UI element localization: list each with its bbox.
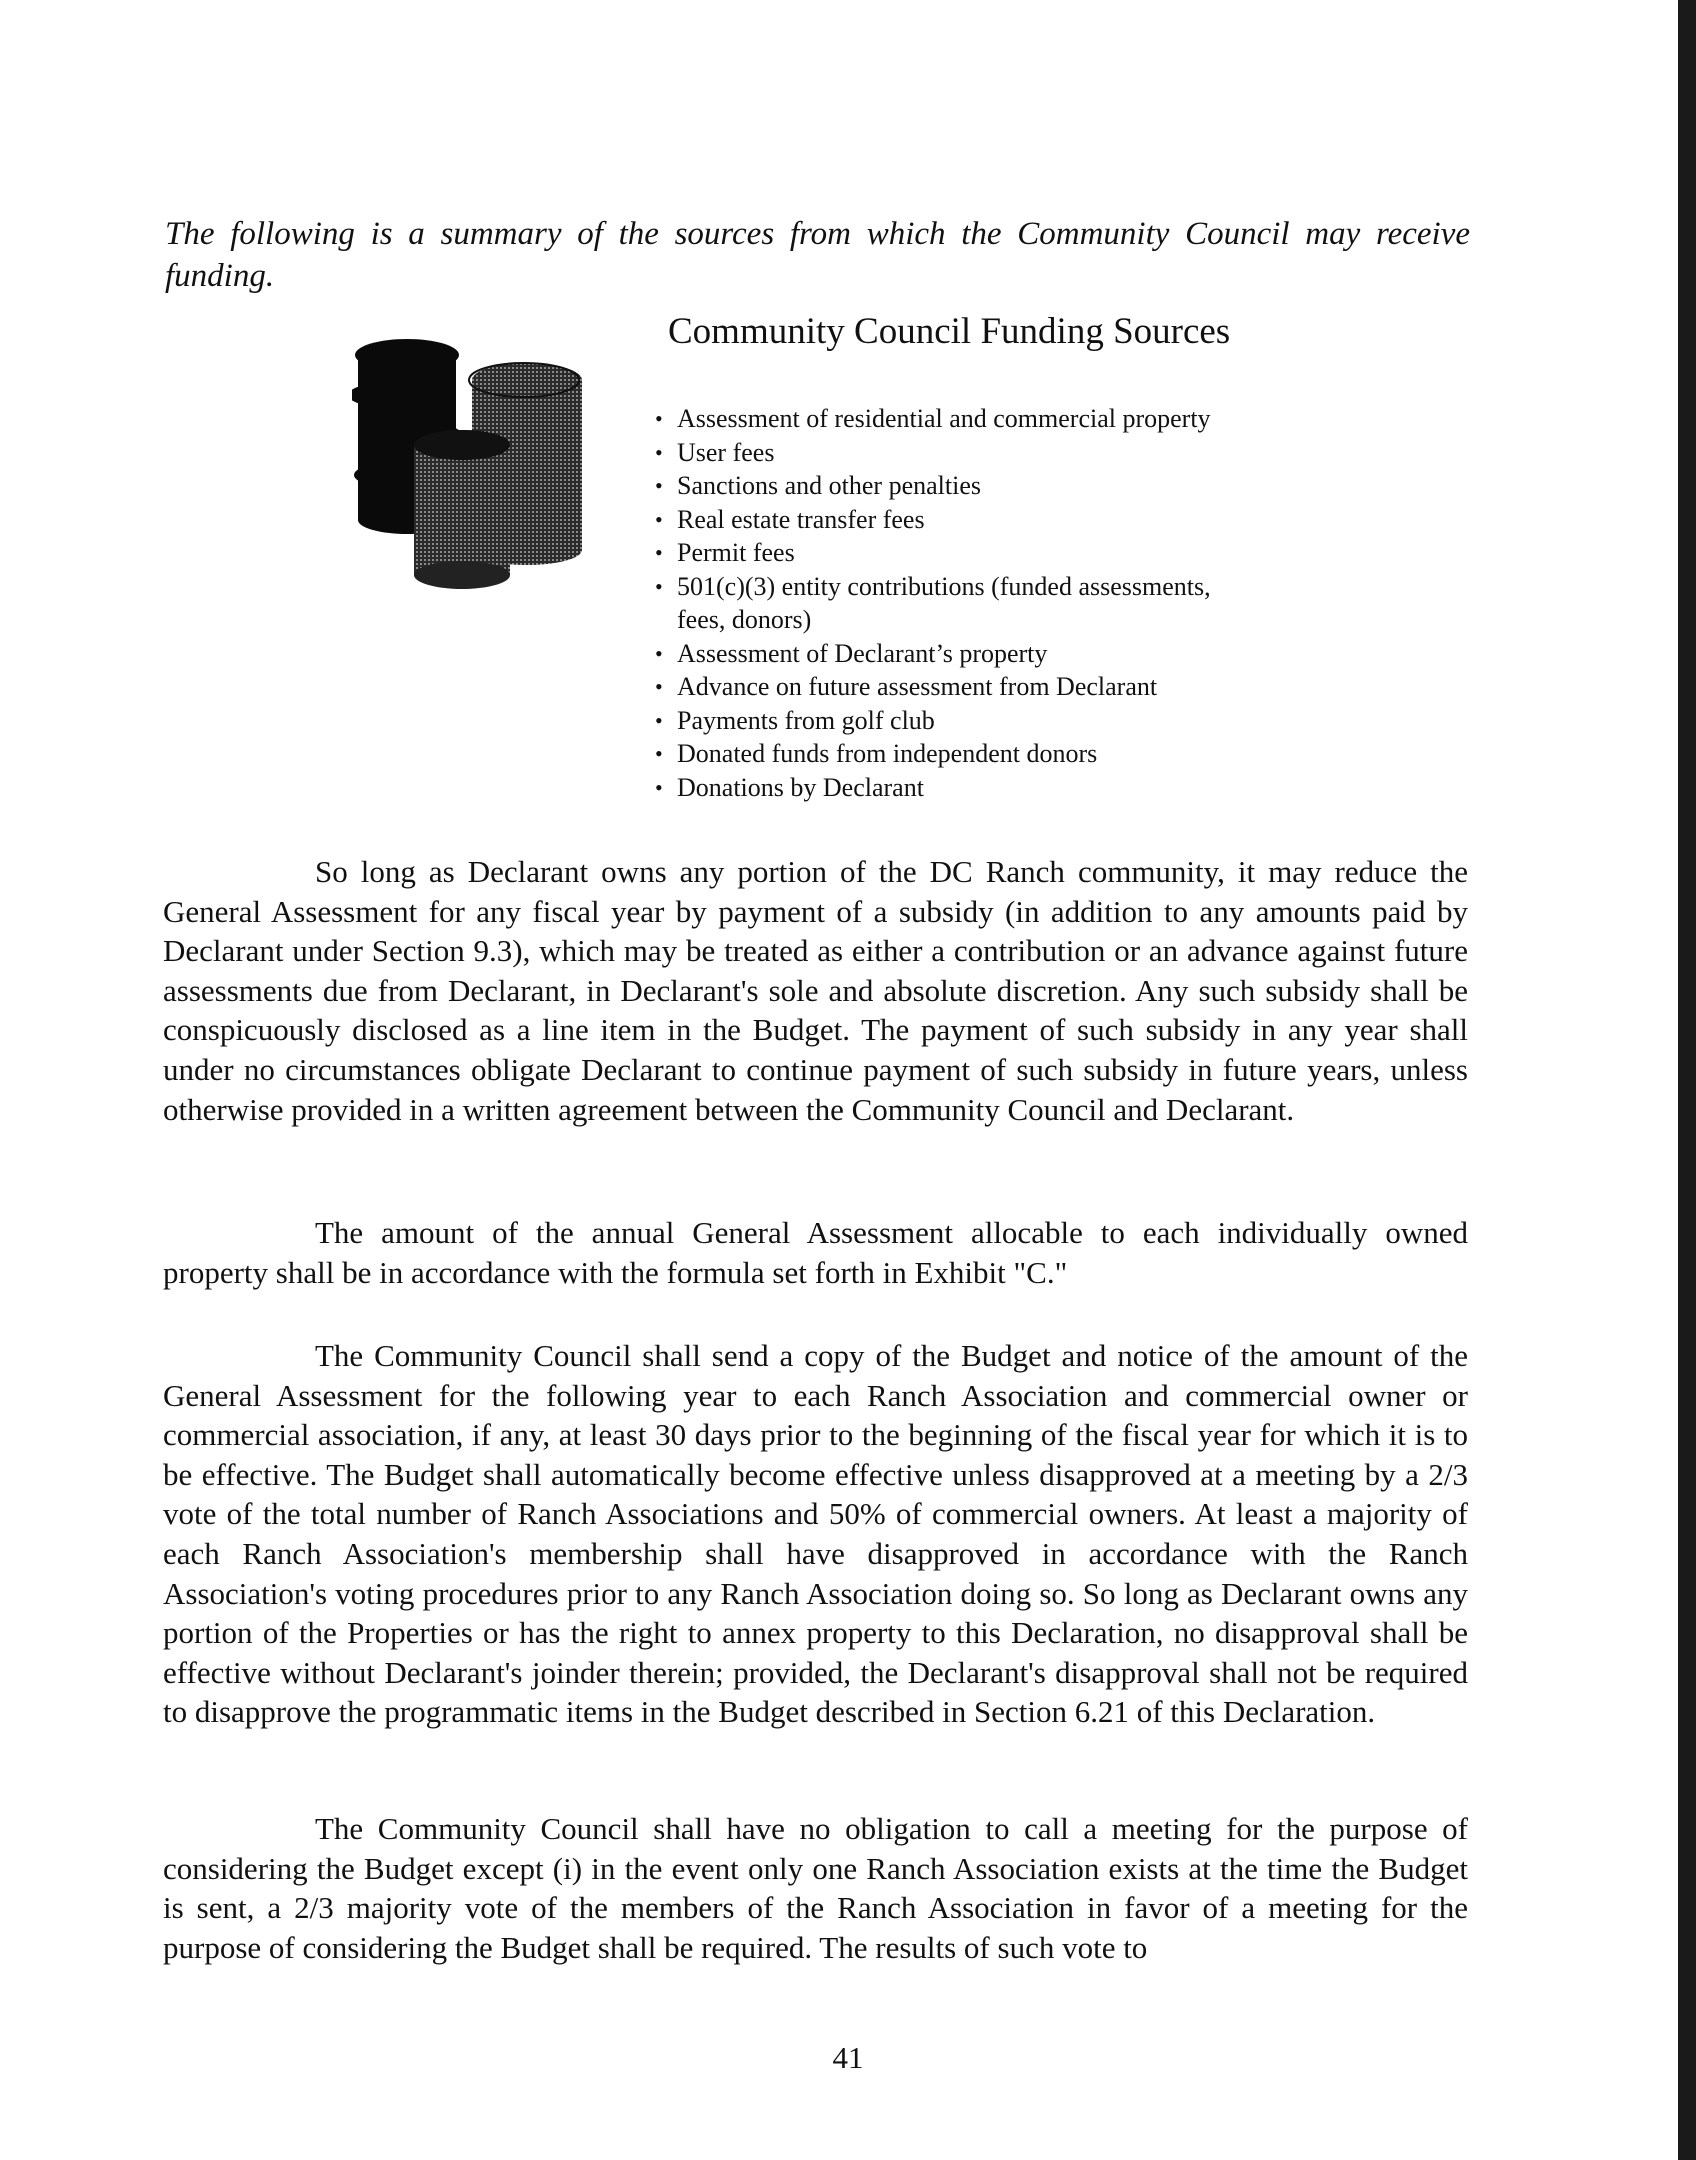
list-item: • Donations by Declarant — [655, 771, 1375, 805]
list-item: • 501(c)(3) entity contributions (funded assessments, fees, donors) — [655, 570, 1237, 637]
body-paragraph: The Community Council shall send a copy of the Budget and notice of the amount of the General Assessment for the following year to each Ranch Association and commercial owner or commercial association, if any, at least 30 days prior to the beginning of the fiscal year for which it is to be effective. The Budget shall automatically become effective unless disapproved at a meeting by a 2/3 vote of the total number of Ranch Associations and 50% of commercial owners. At least a majority of each Ranch Association's membership shall have disapproved in accordance with the Ranch Association's voting procedures prior to any Ranch Association doing so. So long as Declarant owns any portion of the Properties or has the right to annex property to this Declaration, no disapproval shall be effective without Declarant's joinder therein; provided, the Declarant's disapproval shall not be required to disapprove the programmatic items in the Budget described in Section 6.21 of this Declaration. — [163, 1338, 1468, 1730]
body-paragraph: The amount of the annual General Assessment allocable to each individually owned property shall be in accordance with the formula set forth in Exhibit "C." — [163, 1215, 1468, 1290]
list-item: • Advance on future assessment from Declarant — [655, 670, 1375, 704]
intro-text: The following is a summary of the sources from which the Community Council may receive funding. — [165, 216, 1470, 294]
list-item: • Assessment of Declarant’s property — [655, 637, 1375, 671]
list-item: • Real estate transfer fees — [655, 503, 1375, 537]
list-item: • Donated funds from independent donors — [655, 737, 1375, 771]
page-number: 41 — [832, 2040, 864, 2075]
coin-stacks-icon — [352, 335, 622, 595]
list-item: • Assessment of residential and commercial property — [655, 402, 1375, 436]
funding-sources-list — [655, 402, 1375, 804]
body-paragraph: So long as Declarant owns any portion of the DC Ranch community, it may reduce the General Assessment for any fiscal year by payment of a subsidy (in addition to any amounts paid by Declarant under Section 9.3), which may be treated as either a contribution or an advance against future assessments due from Declarant, in Declarant's sole and absolute discretion. Any such subsidy shall be conspicuously disclosed as a line item in the Budget. The payment of such subsidy in any year shall under no circumstances obligate Declarant to continue payment of such subsidy in future years, unless otherwise provided in a written agreement between the Community Council and Declarant. — [163, 854, 1468, 1127]
body-paragraph: The Community Council shall have no obligation to call a meeting for the purpose of considering the Budget except (i) in the event only one Ranch Association exists at the time the Budget is sent, a 2/3 majority vote of the members of the Ranch Association in favor of a meeting for the purpose of considering the Budget shall be required. The results of such vote to — [163, 1811, 1468, 1965]
scan-right-edge — [1678, 0, 1696, 2160]
list-item: • Permit fees — [655, 536, 1375, 570]
list-item: • User fees — [655, 436, 1375, 470]
funding-sources-title: Community Council Funding Sources — [668, 311, 1231, 352]
list-item: • Sanctions and other penalties — [655, 469, 1375, 503]
list-item: • Payments from golf club — [655, 704, 1375, 738]
